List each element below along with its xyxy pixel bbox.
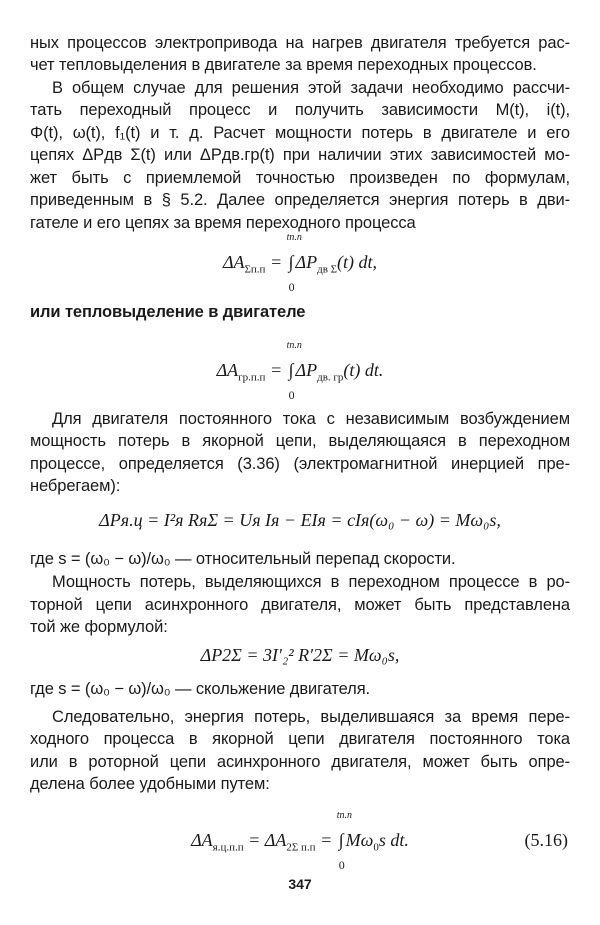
text-line: Мощность потерь, выделяющихся в переходном процессе в ро- bbox=[52, 573, 570, 591]
text-line: делена более удобными путем: bbox=[30, 775, 270, 793]
text-line: цепях ΔPдв Σ(t) или ΔPдв.гр(t) при наличии этих зависимостей мо- bbox=[30, 146, 570, 164]
page-number: 347 bbox=[288, 876, 312, 892]
text-line: мощность потерь в якорной цепи, выделяющаяся в переходном bbox=[30, 432, 570, 450]
integral-sign: tп.п ∫ 0 bbox=[286, 340, 302, 402]
text-line: гателе и его цепях за время переходного процесса bbox=[30, 214, 416, 232]
integral-sign: tп.п ∫ 0 bbox=[286, 232, 302, 294]
text-line: торной цепи асинхронного двигателя, может быть представлена bbox=[30, 596, 570, 614]
text-line: чет тепловыделения в двигателе за время переходных процессов. bbox=[30, 56, 537, 74]
text-line: ходного процесса в якорной цепи двигателя постоянного тока bbox=[30, 730, 570, 748]
text-line: тать переходный процесс и получить зависимости M(t), i(t), bbox=[30, 101, 570, 119]
text-line: где s = (ω₀ − ω)/ω₀ — скольжение двигателя. bbox=[30, 680, 371, 698]
equation-number: (5.16) bbox=[524, 830, 568, 850]
formula-energy-3: $\Delta A_{я.ц.п.п} = \Delta A_{2\Sigma п.п}$ = tп.п ∫ 0 $M\omega_0s$ dt. (5.16) bbox=[191, 810, 568, 872]
formula-armature-losses: ΔPя.ц = I²я RяΣ = Uя Iя − EIя = cIя(ω₀ − ω) = Mω₀s, bbox=[99, 510, 501, 530]
text-line: ных процессов электропривода на нагрев двигателя требуется рас- bbox=[30, 34, 570, 52]
text-line: жет быть с приемлемой точностью произведен по формулам, bbox=[30, 169, 570, 187]
text-line: приведенным в § 5.2. Далее определяется энергия потерь в дви- bbox=[30, 191, 570, 209]
formula-energy-1: $\Delta A_{\Sigma п.п}$ = tп.п ∫ 0 $\Delta P_{дв \Sigma}(t)$ dt, bbox=[222, 232, 378, 294]
formula-energy-2: $\Delta A_{гр.п.п}$ = tп.п ∫ 0 $\Delta P_{дв. гр}(t)$ dt. bbox=[216, 340, 384, 402]
text-line: той же формулой: bbox=[30, 618, 168, 636]
integral-sign: tп.п ∫ 0 bbox=[336, 810, 352, 872]
text-line: Для двигателя постоянного тока с независимым возбуждением bbox=[52, 410, 570, 428]
text-line: или в роторной цепи асинхронного двигателя, может быть опре- bbox=[30, 753, 570, 771]
formula-rotor-losses: ΔP2Σ = 3I′₂² R′2Σ = Mω₀s, bbox=[200, 645, 400, 665]
bold-text-line: или тепловыделение в двигателе bbox=[30, 303, 306, 321]
text-line: небрегаем): bbox=[30, 477, 121, 495]
text-line: где s = (ω₀ − ω)/ω₀ — относительный перепад скорости. bbox=[30, 550, 456, 568]
text-line: Φ(t), ω(t), f₁(t) и т. д. Расчет мощности потерь в двигателе и его bbox=[30, 124, 570, 142]
text-line: Следовательно, энергия потерь, выделившаяся за время пере- bbox=[52, 708, 570, 726]
text-line: В общем случае для решения этой задачи необходимо рассчи- bbox=[52, 79, 570, 97]
text-line: процессе, определяется (3.36) (электромагнитной инерцией пре- bbox=[30, 455, 570, 473]
